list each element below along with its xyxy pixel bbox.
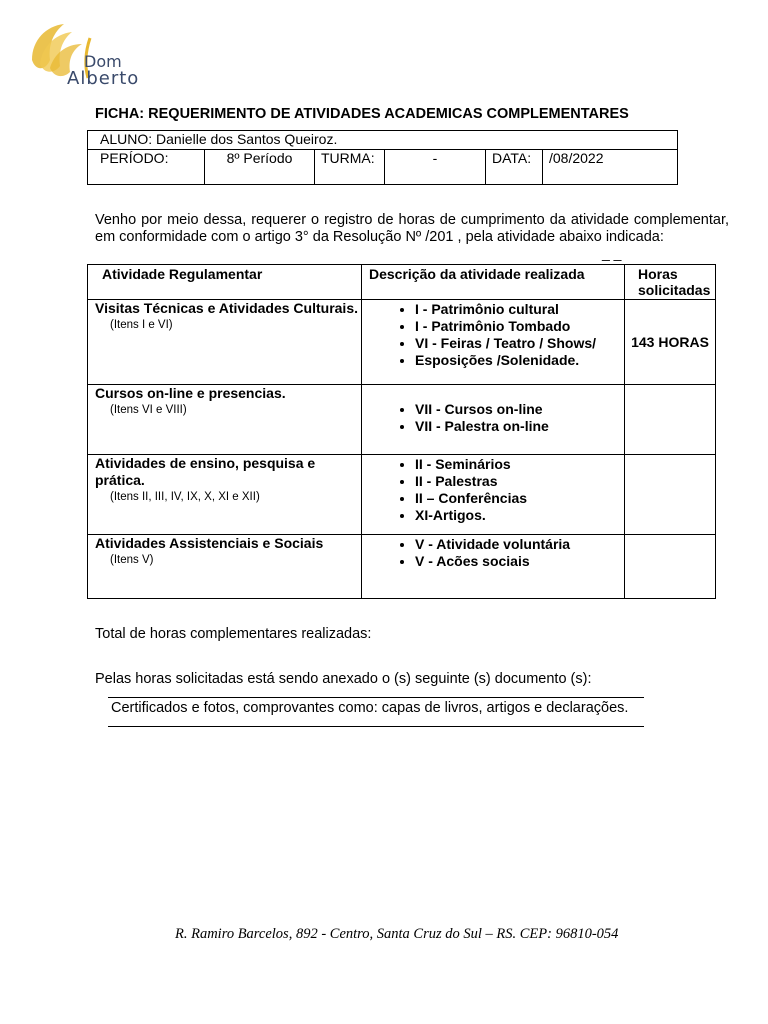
activity-name: Visitas Técnicas e Atividades Culturais.: [95, 300, 358, 316]
date-label: DATA:: [486, 150, 543, 185]
period-value: 8º Período: [205, 150, 315, 185]
header-hours: Horas solicitadas: [625, 265, 716, 300]
list-item: • I - Patrimônio cultural: [415, 301, 623, 318]
student-name-cell: ALUNO: Danielle dos Santos Queiroz.: [88, 131, 678, 150]
divider: [108, 697, 644, 698]
activity-items: (Itens I e VI): [110, 319, 173, 331]
activity-name: Atividades de ensino, pesquisa e prática.: [95, 455, 316, 488]
annex-label: Pelas horas solicitadas está sendo anexado o (s) seguinte (s) documento (s):: [95, 671, 592, 687]
form-title: FICHA: REQUERIMENTO DE ATIVIDADES ACADEMICAS COMPLEMENTARES: [95, 106, 629, 122]
logo-text-dom: Dom: [84, 52, 122, 71]
activity-name: Atividades Assistenciais e Sociais: [95, 535, 324, 551]
description-list: [363, 536, 623, 570]
description-list: [363, 456, 623, 524]
student-info-table: [87, 130, 678, 185]
class-value: -: [385, 150, 486, 185]
table-row: [88, 300, 716, 385]
header-activity: Atividade Regulamentar: [88, 265, 362, 300]
list-item: • VI - Feiras / Teatro / Shows/: [415, 335, 623, 352]
list-item: • I - Patrimônio Tombado: [415, 318, 623, 335]
total-hours-label: Total de horas complementares realizadas:: [95, 626, 372, 642]
activities-table: [87, 264, 716, 599]
request-paragraph: Venho por meio dessa, requerer o registro de horas de cumprimento da atividade complementar, em conformidade com o artigo 3° da Resolução Nº /201 , pela atividade abaixo indicada:: [95, 212, 729, 245]
divider: [108, 726, 644, 727]
list-item: • VII - Cursos on-line: [415, 401, 623, 418]
activity-name: Cursos on-line e presencias.: [95, 385, 286, 401]
class-label: TURMA:: [315, 150, 385, 185]
date-value: /08/2022: [543, 150, 678, 185]
intro-marks: _ _: [602, 245, 622, 261]
activity-items: (Itens II, III, IV, IX, X, XI e XII): [110, 491, 260, 503]
table-row: [88, 535, 716, 599]
list-item: • II - Seminários: [415, 456, 623, 473]
hours-value: 143 HORAS: [625, 300, 716, 385]
table-row: [88, 455, 716, 535]
list-item: • XI-Artigos.: [415, 507, 623, 524]
header-description: Descrição da atividade realizada: [362, 265, 625, 300]
hours-value: [625, 535, 716, 599]
logo-text-alberto: Alberto: [67, 68, 140, 89]
list-item: • Esposições /Solenidade.: [415, 352, 623, 369]
documents-text: Certificados e fotos, comprovantes como: capas de livros, artigos e declarações.: [111, 700, 629, 716]
period-label: PERÍODO:: [88, 150, 205, 185]
activity-items: (Itens V): [110, 554, 154, 566]
list-item: • II – Conferências: [415, 490, 623, 507]
activity-items: (Itens VI e VIII): [110, 404, 187, 416]
list-item: • V - Acões sociais: [415, 553, 623, 570]
list-item: • V - Atividade voluntária: [415, 536, 623, 553]
description-list: [363, 401, 623, 435]
footer-address: R. Ramiro Barcelos, 892 - Centro, Santa Cruz do Sul – RS. CEP: 96810-054: [175, 926, 619, 942]
table-row: [88, 385, 716, 455]
list-item: • II - Palestras: [415, 473, 623, 490]
list-item: • VII - Palestra on-line: [415, 418, 623, 435]
hours-value: [625, 385, 716, 455]
hours-value: [625, 455, 716, 535]
description-list: [363, 301, 623, 369]
